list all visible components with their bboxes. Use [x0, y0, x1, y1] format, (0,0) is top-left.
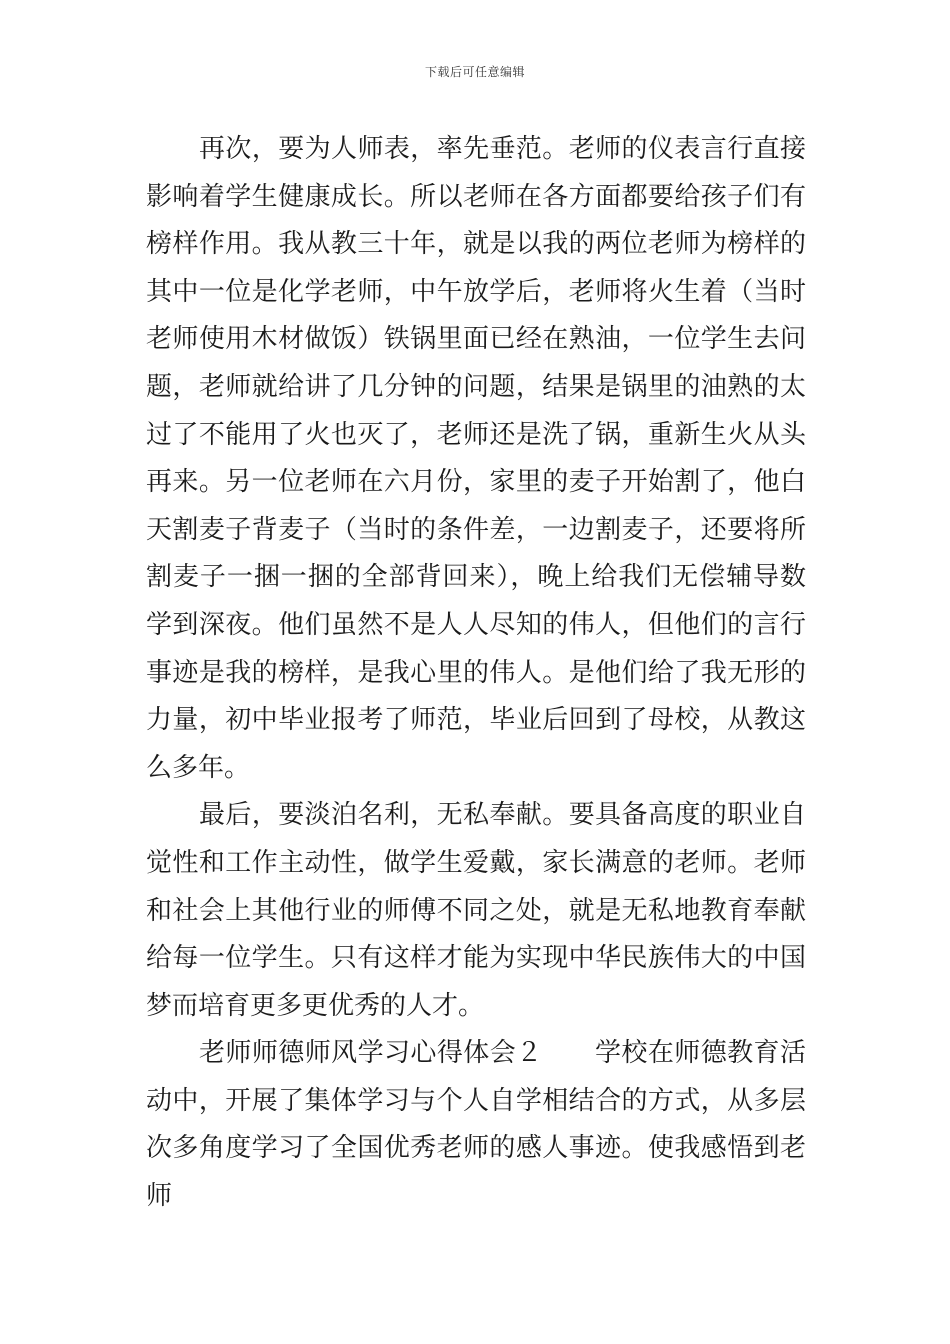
paragraph-role-model: 再次，要为人师表，率先垂范。老师的仪表言行直接影响着学生健康成长。所以老师在各方面都要给孩子们有榜样作用。我从教三十年，就是以我的两位老师为榜样的其中一位是化学老师，中午放学后，老师将火生着（当时老师使用木材做饭）铁锅里面已经在熟油，一位学生去问题，老师就给讲了几分钟的问题，结果是锅里的油熟的太过了不能用了火也灭了，老师还是洗了锅，重新生火从头再来。另一位老师在六月份，家里的麦子开始割了，他白天割麦子背麦子（当时的条件差，一边割麦子，还要将所割麦子一捆一捆的全部背回来），晚上给我们无偿辅导数学到深夜。他们虽然不是人人尽知的伟人，但他们的言行事迹是我的榜样，是我心里的伟人。是他们给了我无形的力量，初中毕业报考了师范，毕业后回到了母校，从教这么多年。 — [146, 134, 806, 783]
section-heading: 老师师德师风学习心得体会２ — [199, 1038, 543, 1069]
document-body — [146, 126, 806, 1221]
paragraph-section-2 — [146, 1030, 806, 1220]
download-note: 下载后可任意编辑 — [424, 65, 525, 79]
section-text: 学校在师德教育活动中，开展了集体学习与个人自学相结合的方式，从多层次多角度学习了全国优秀老师的感人事迹。使我感悟到老师 — [146, 1038, 806, 1212]
paragraph-dedication: 最后，要淡泊名利，无私奉献。要具备高度的职业自觉性和工作主动性，做学生爱戴，家长满意的老师。老师和社会上其他行业的师傅不同之处，就是无私地教育奉献给每一位学生。只有这样才能为实现中华民族伟大的中国梦而培育更多更优秀的人才。 — [146, 800, 806, 1021]
